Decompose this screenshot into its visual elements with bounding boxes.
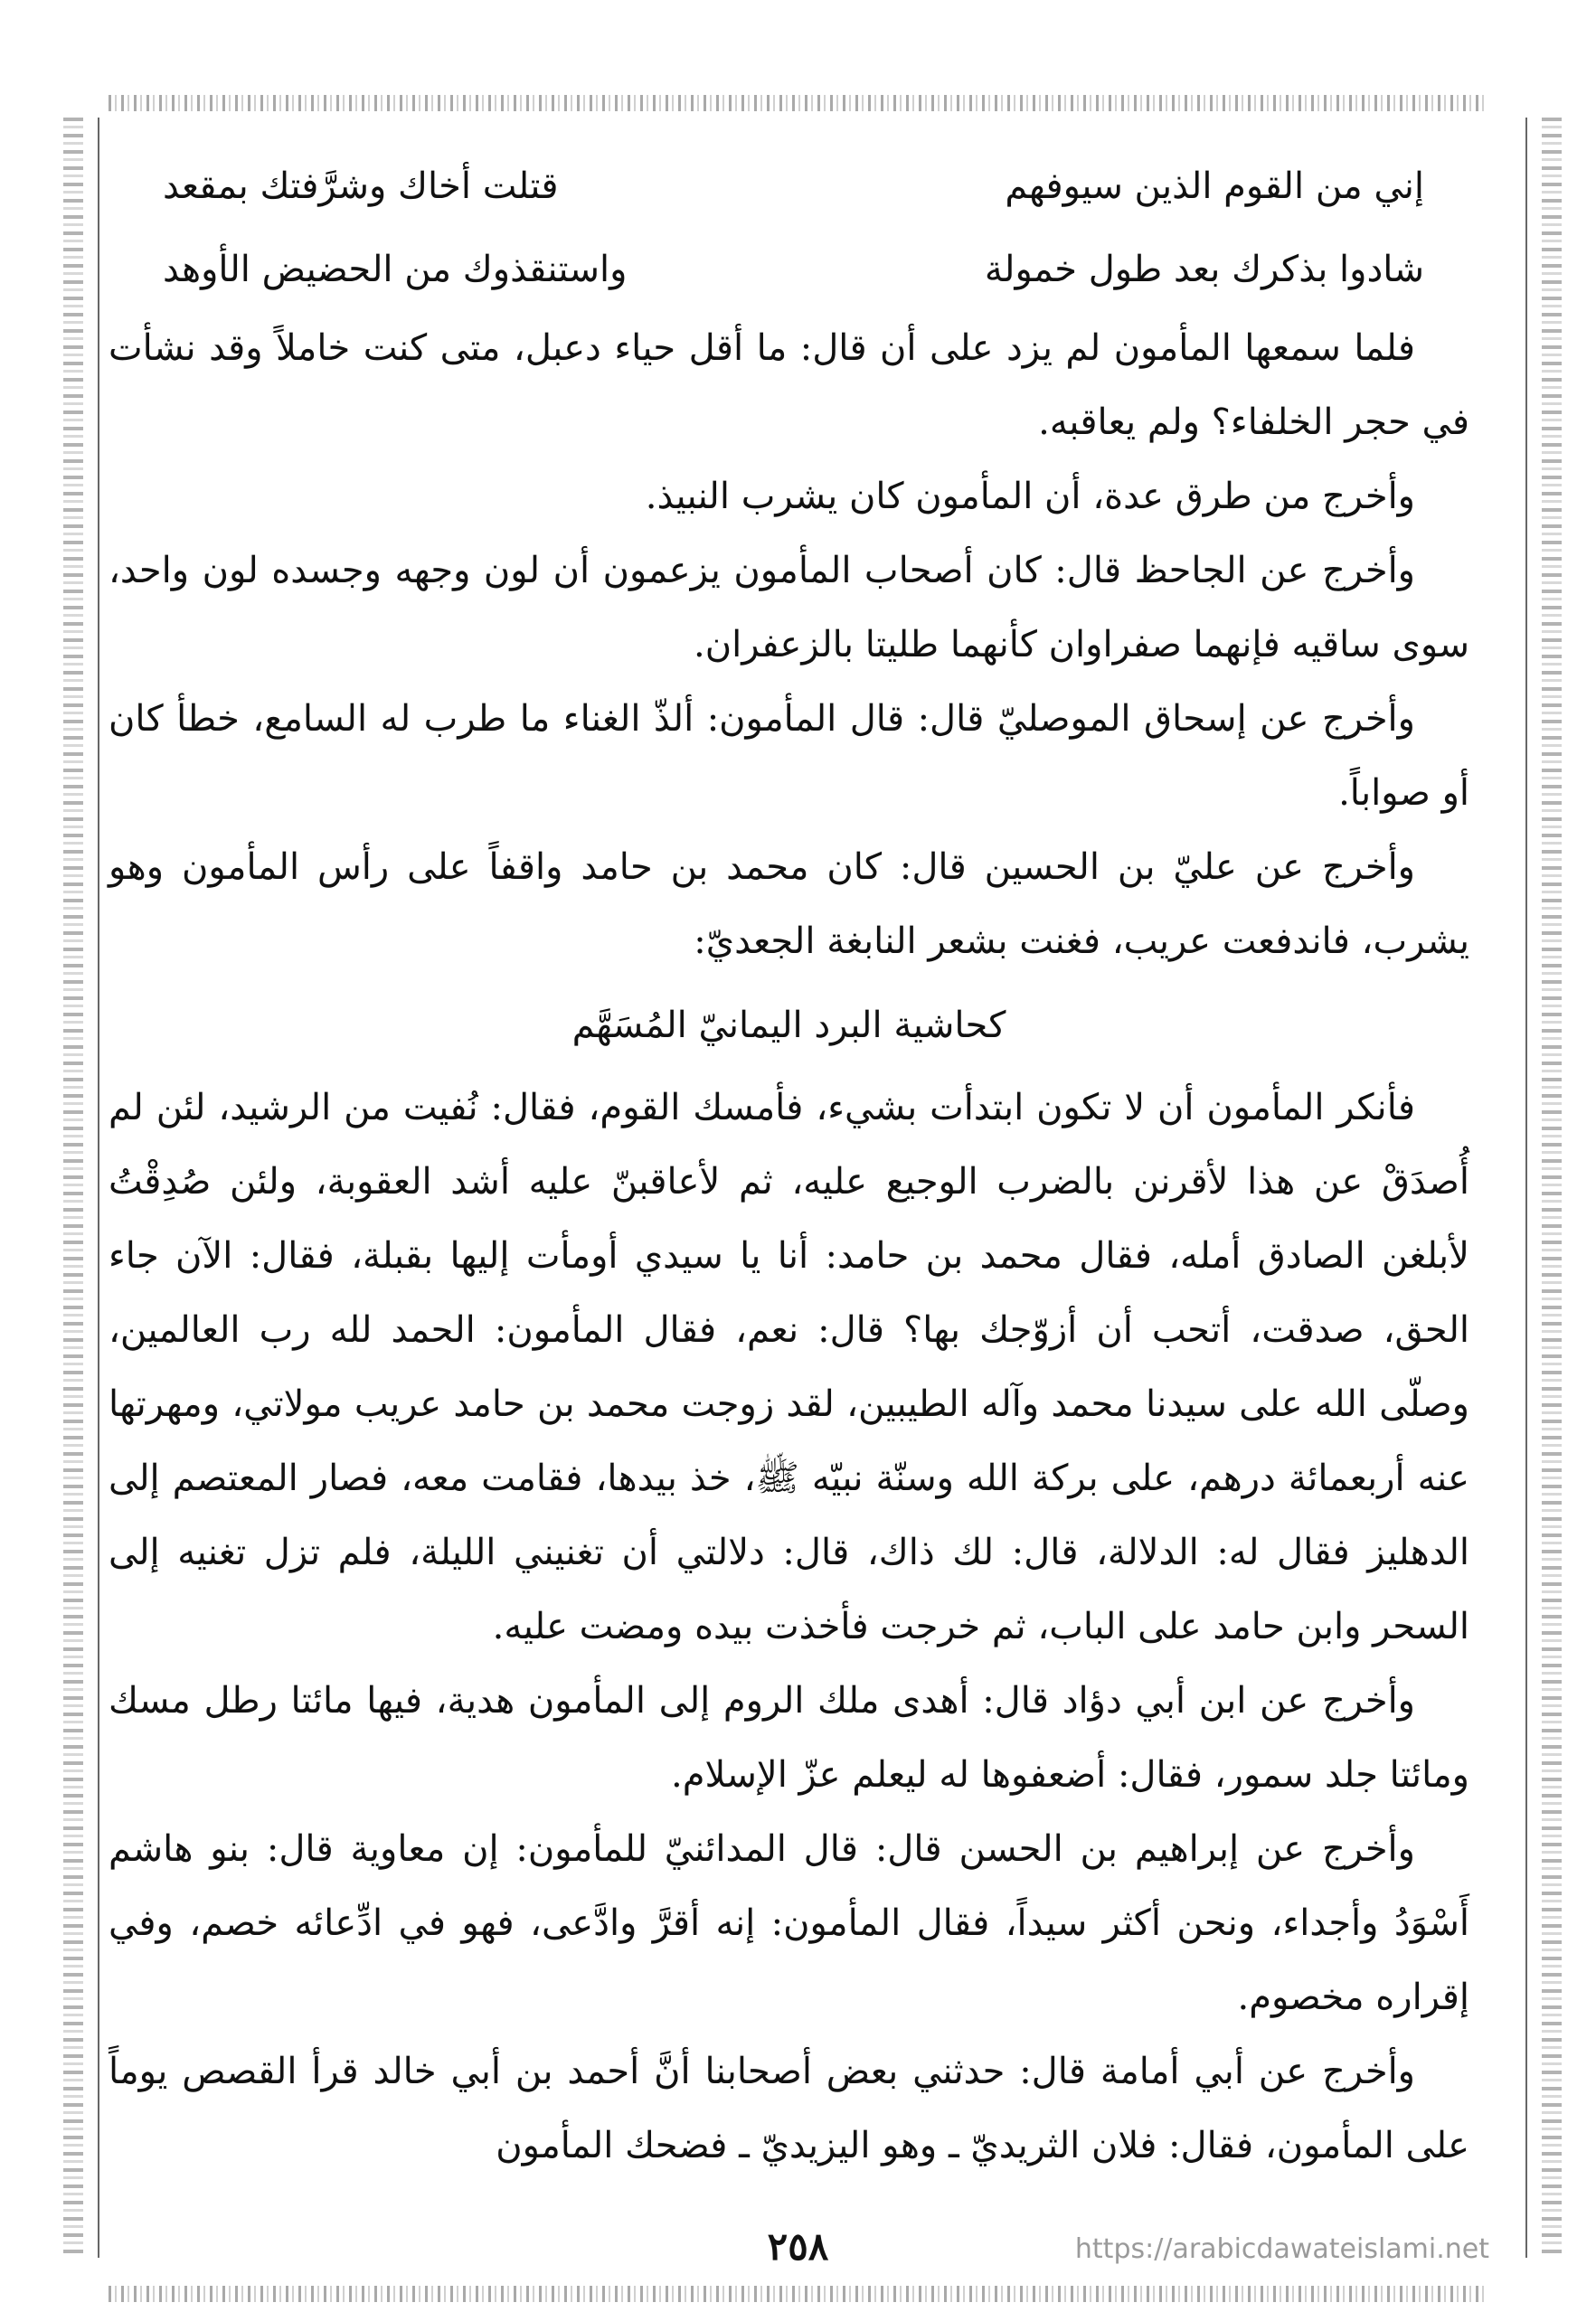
verse-hemistich-second: واستنقذوك من الحضيض الأوهد	[163, 249, 628, 290]
paragraph: فلما سمعها المأمون لم يزد على أن قال: ما أقل حياء دعبل، متى كنت خاملاً وقد نشأت في حجر الخلفاء؟ ولم يعاقبه.	[109, 327, 1469, 443]
verse-line	[109, 145, 1469, 228]
paragraph: وأخرج عن الجاحظ قال: كان أصحاب المأمون يزعمون أن لون وجهه وجسده لون واحد، سوى ساقيه فإنهما صفراوان كأنهما طليتا بالزعفران.	[109, 550, 1469, 665]
verse-line	[109, 228, 1469, 311]
paragraph: وأخرج عن إسحاق الموصليّ قال: قال المأمون: ألذّ الغناء ما طرب له السامع، خطأ كان أو صواباً.	[109, 698, 1469, 814]
paragraph: وأخرج عن عليّ بن الحسين قال: كان محمد بن حامد واقفاً على رأس المأمون وهو يشرب، فاندفعت عريب، فغنت بشعر النابغة الجعديّ:	[109, 846, 1469, 962]
margin-rule-left	[98, 118, 99, 2258]
margin-rule-right	[1525, 118, 1527, 2258]
decorative-border-right	[1542, 118, 1562, 2258]
page-number: ٢٥٨	[767, 2224, 829, 2269]
verse-hemistich-first: شادوا بذكرك بعد طول خمولة	[984, 249, 1424, 290]
decorative-border-top	[109, 95, 1487, 111]
paragraph: وأخرج عن ابن أبي دؤاد قال: أهدى ملك الروم إلى المأمون هدية، فيها مائتا رطل مسك ومائتا جلد سمور، فقال: أضعفوها له ليعلم عزّ الإسلام.	[109, 1680, 1469, 1796]
watermark-url: https://arabicdawateislami.net	[1074, 2233, 1489, 2265]
quoted-verse: كحاشية البرد اليمانيّ المُسَهَّم	[571, 1005, 1006, 1046]
page-body	[109, 145, 1469, 2183]
paragraph: وأخرج عن إبراهيم بن الحسن قال: قال المدائنيّ للمأمون: إن معاوية قال: بنو هاشم أَسْوَدُ وأجداء، ونحن أكثر سيداً، فقال المأمون: إنه أقرَّ وادَّعى، فهو في ادِّعائه خصم، وفي إقراره مخصوم.	[109, 1828, 1469, 2018]
verse-hemistich-first: إني من القوم الذين سيوفهم	[1005, 165, 1424, 207]
decorative-border-left	[63, 118, 83, 2258]
paragraph: فأنكر المأمون أن لا تكون ابتدأت بشيء، فأمسك القوم، فقال: نُفيت من الرشيد، لئن لم أُصدَقْ عن هذا لأقرنن بالضرب الوجيع عليه، ثم لأعاقبنّ عليه أشد العقوبة، ولئن صُدِقْتُ لأبلغن الصادق أمله، فقال محمد بن حامد: أنا يا سيدي أومأت إليها بقبلة، فقال: الآن جاء الحق، صدقت، أتحب أن أزوّجك بها؟ قال: نعم، فقال المأمون: الحمد لله رب العالمين، وصلّى الله على سيدنا محمد وآله الطيبين، لقد زوجت محمد بن حامد عريب مولاتي، ومهرتها عنه أربعمائة درهم، على بركة الله وسنّة نبيّه ﷺ، خذ بيدها، فقامت معه، فصار المعتصم إلى الدهليز فقال له: الدلالة، قال: لك ذاك، قال: دلالتي أن تغنيني الليلة، فلم تزل تغنيه إلى السحر وابن حامد على الباب، ثم خرجت فأخذت بيده ومضت عليه.	[109, 1087, 1469, 1647]
decorative-border-bottom	[109, 2286, 1487, 2302]
paragraph: وأخرج عن أبي أمامة قال: حدثني بعض أصحابنا أنَّ أحمد بن أبي خالد قرأ القصص يوماً على المأمون، فقال: فلان الثريديّ ـ وهو اليزيديّ ـ فضحك المأمون	[109, 2051, 1469, 2166]
paragraph: وأخرج من طرق عدة، أن المأمون كان يشرب النبيذ.	[645, 476, 1415, 517]
verse-hemistich-second: قتلت أخاك وشرَّفتك بمقعد	[163, 165, 559, 207]
